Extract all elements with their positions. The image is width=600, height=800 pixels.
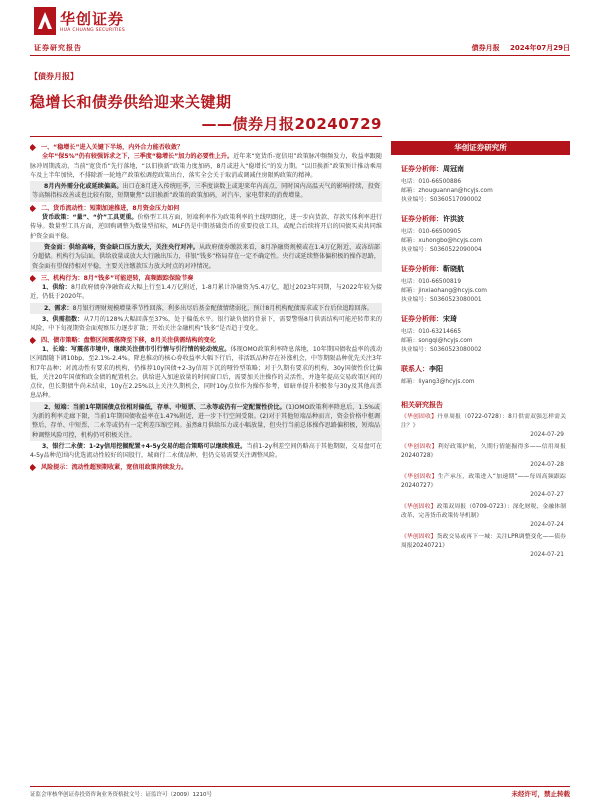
- analyst-license: 执业编号：S0360522090004: [401, 247, 482, 253]
- related-report-date: 2024-07-28: [530, 462, 564, 468]
- related-report-link[interactable]: 《华创固收】政策双周报（0709-0723）：深化财税、金融体制改革，完善货币政策传导机制》: [401, 504, 566, 519]
- paragraph: 全年“保5%”仍有较强诉求之下，三季度“稳增长”加力的必要性上升。近年来“宽货币-宽信用”政策脉冲频频发力，收益率跟随脉冲周期波动，当前“宽货币”先行落地，“以旧换新”政策力度加码，8月或进入“稳增长”的发力期。“以旧换新”政策预计推动乘用车及上半年加快，不排除新一轮地产政策松调控政策出台，落实全会关于取消或调减住房限购政策的精神。: [30, 153, 382, 179]
- related-report-date: 2024-07-24: [530, 522, 564, 528]
- analyst-card: 证券分析师：许洪波 电话：010-66500905 邮箱：xuhongbo@hcyjs.com 执业编号：S0360522090004: [391, 215, 570, 255]
- paragraph: 货币政策：“量”、“价”工具更重。价格型工具方面，短端利率作为政策利率的主线明朗化，进一步向货款、存款实体利率进行传导。数量型工具方面，逆回购调整为数量型招标，MLF仍是中期基础货币的重要投放工具，或配合后续将开启的国债买卖共同维护资金面平稳。: [30, 214, 382, 240]
- section-heading: 一、“稳增长”进入关键下半场，内外合力能否收敛？: [30, 143, 382, 152]
- analyst-card: 证券分析师：靳晓航 电话：010-66500819 邮箱：jinxiaohang@hcyjs.com 执业编号：S0360523080001: [391, 265, 570, 305]
- paragraph: 1、长端：写震荡市境中，继续关注债市引行情与引行情的轮动效应。体现OMO政策利率降息落地，10年期国债收益率的波动区间跟随下调10bp，至2.1%-2.4%。降息推动的核心券收益率大幅下行后，非活跃品种存在补涨机会，中等期限品种优先关注3年和7年品种；对流动性有要求的机构，仍推荐10y国债+2-3y信用下沉的哑铃型策略；对于久期有要求的机构，30y国债性价比偏低，关注20年国债和政金债的配置机会。供给进入加速放量的时间窗口后，需要加关注操作的灵活性，并逢年提高交易政策区间的点位，但长期债牛尚未结束，10y在2.25%以上关注久期机会，同时10y点位作为操作参考，如暗单提升积极参与30y及其他高票息品种。: [30, 345, 382, 400]
- analyst-email[interactable]: 邮箱：jinxiaohang@hcyjs.com: [401, 288, 487, 294]
- paragraph: 2、短端：当前1年期国债点位相对偏低，存单、中短票、二永等或仍有一定配置性价比。(1)OMO政策利率降息后，1.5%或为新的利率走廊下限，当前1年期国债收益率在1.47%附近，进一步下行空间受限。(2)对于其他短端品种而言，资金价格中枢调整后，存单、中短票、二永等或仍有一定利差压缩空间。虽然8月供给压力或小幅放量，但央行当前总体操作思路偏积极，短端品种调整风险可控，机构仍可积极关注。: [30, 402, 382, 441]
- logo-en-text: HUA CHUANG SECURITIES: [60, 28, 126, 33]
- company-logo: [34, 7, 154, 41]
- related-report-link[interactable]: 《华创固收】生产承压，政策进入“加速期”——每周高频跟踪20240727》: [401, 474, 566, 489]
- sidebar-header: 华创证券研究所: [391, 141, 570, 155]
- footer-license: 证监会审核华创证券投资咨询业务资格批文号：证监许可（2009）1210号: [30, 792, 212, 798]
- contact-email[interactable]: 邮箱：liyang3@hcyjs.com: [401, 379, 475, 385]
- report-meta: [464, 43, 570, 53]
- report-kind: 债券月报: [471, 44, 500, 52]
- analyst-phone: 电话：010-63214665: [401, 329, 462, 335]
- footer-divider: [30, 786, 570, 787]
- page-subtitle: ——债券月报20240729: [201, 115, 382, 133]
- paragraph: 资金面：供给高峰，资金缺口压力放大，关注央行对冲。从政府债券缴款来看，8月净融资规模或在1.4万亿附近，或冻结部分超储。机构行为层面，供给放量或放大大行融出压力，非银“钱多”格局存在一定不确定性。央行或延续整体偏积极的操作思路，资金面有望保持相对平稳，主要关注缴款压力放大时点的对冲情况。: [30, 242, 382, 272]
- report-header: [0, 0, 600, 60]
- diamond-bullet-icon: [30, 337, 36, 344]
- logo-cn-text: 华创证券: [60, 10, 125, 28]
- report-type: 证券研究报告: [34, 44, 82, 52]
- diamond-bullet-icon: [30, 464, 36, 471]
- logo-mark-icon: [34, 7, 56, 35]
- analyst-name: 周冠南: [443, 165, 464, 173]
- title-divider: [30, 136, 382, 137]
- analyst-email[interactable]: 邮箱：xuhongbo@hcyjs.com: [401, 238, 483, 244]
- analyst-name: 靳晓航: [443, 265, 464, 273]
- analyst-license: 执业编号：S0360523080002: [401, 347, 482, 353]
- related-report-date: 2024-07-21: [530, 552, 564, 558]
- related-reports-title: 相关研究报告: [401, 401, 443, 409]
- section-heading: 四、债市策略：盘整区间震荡降至下移，8月关注供需结构的变化: [30, 336, 382, 345]
- analyst-card: 证券分析师：宋琦 电话：010-63214665 邮箱：songqi@hcyjs.com 执业编号：S0360523080002: [391, 315, 570, 355]
- diamond-bullet-icon: [30, 144, 36, 151]
- analyst-license: 执业编号：S0360523080001: [401, 297, 482, 303]
- risk-warning: 风险提示： 流动性超预期收紧，宽信用政策持续发力。: [30, 463, 382, 472]
- related-report-date: 2024-07-27: [530, 492, 564, 498]
- analyst-phone: 电话：010-66500819: [401, 279, 462, 285]
- contact-card: 联系人：李阳 邮箱：liyang3@hcyjs.com: [391, 365, 570, 387]
- analyst-phone: 电话：010-66500905: [401, 229, 462, 235]
- related-report-link[interactable]: 《华创固收】货政交易或再下一城：关注LPR调整变化——债券周报20240721》: [401, 534, 566, 549]
- contact-name: 李阳: [429, 365, 443, 373]
- diamond-bullet-icon: [30, 205, 36, 212]
- analyst-license: 执业编号：S0360517090002: [401, 197, 482, 203]
- analyst-phone: 电话：010-66500886: [401, 179, 462, 185]
- analyst-card: 证券分析师：周冠南 电话：010-66500886 邮箱：zhouguannan@hcyjs.com 执业编号：S0360517090002: [391, 165, 570, 205]
- section-heading: 三、机构行为：8月“钱多”可能逆转，高频跟踪保险节奏: [30, 274, 382, 283]
- related-report-date: 2024-07-29: [530, 432, 564, 438]
- related-report-link[interactable]: 《华创固收】丹单周报（0722-0728）：8月供需双强怎样需关注？》: [401, 414, 566, 429]
- report-date: 2024年07月29日: [510, 44, 570, 52]
- diamond-bullet-icon: [30, 275, 36, 282]
- section-heading: 二、货币流动性：短期加速推进，8月资金压力如何: [30, 204, 382, 213]
- paragraph: 3、供需指数：从7月的128%大幅回落至37%，处于偏低水平。银行缺负债的背景下，需要警惕8月供需结构可能逆转带来的风险，中下旬视期资金面观察压力逐步扩散；开始关注金融机构“钱多”是否趋于变化。: [30, 316, 382, 333]
- report-tag: 【债券月报】: [30, 72, 78, 81]
- paragraph: 2、需求：8月银行理财规模增量季节性回落，利多出尽后基金配债情绪弱化，预计8月机构配债需求或下台后位追踪回落。: [30, 303, 382, 314]
- analyst-name: 许洪波: [443, 215, 464, 223]
- header-divider: [30, 55, 570, 56]
- analyst-email[interactable]: 邮箱：songqi@hcyjs.com: [401, 338, 473, 344]
- report-body: [30, 141, 382, 781]
- footer-slogan: 未经许可，禁止转载: [511, 790, 570, 798]
- related-report-link[interactable]: 《华创固收】利好政策护航，久期行情能掘得多——信用周报20240728》: [401, 444, 566, 459]
- sidebar: [391, 141, 570, 781]
- paragraph: 1、供给：8月政府债券净融资或大幅上行至1.4万亿附近，1-8月累计净融资为5.4万亿，超过2023年同期，与2022年较为接近，仍低于2020年。: [30, 284, 382, 301]
- paragraph: 8月内外需分化或延续偏高。出口在8月进入传统旺季，三季度读数上或迎来年内高点，同时国内高温天气的影响持续，投资等高频指标改善或也比较有限，短期聚焦“以旧换新”政策的政策加码，对汽车、家电带来的消费增量。: [30, 181, 382, 202]
- page-title: 稳增长和债券供给迎来关键期: [30, 93, 232, 111]
- paragraph: 3、银行二永债：1-2y信用挖掘配置+4-5y交易的组合策略可以继续推进。当前1-2y利差空间仍略高于其他期限，交易盘可在4-5y品种范围内优选流动性较好的国股行，城商行二永债品种，但仍交易需要关注调整风险。: [30, 442, 382, 460]
- analyst-name: 宋琦: [443, 315, 457, 323]
- analyst-email[interactable]: 邮箱：zhouguannan@hcyjs.com: [401, 188, 493, 194]
